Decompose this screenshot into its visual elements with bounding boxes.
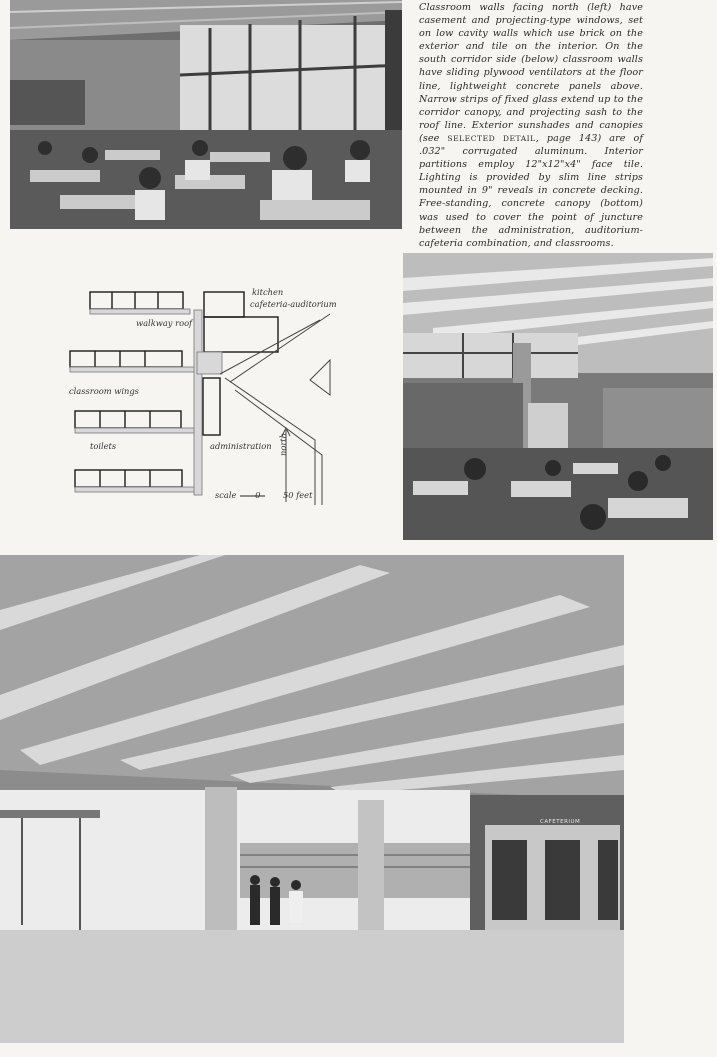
scale-word: scale — [215, 490, 237, 500]
label-cafeteria-auditorium: cafeteria-auditorium — [250, 299, 337, 309]
label-scale — [215, 490, 312, 500]
label-classroom-wings: classroom wings — [69, 386, 139, 396]
cafeterium-sign: CAFETERIUM — [540, 819, 581, 825]
canopy-photo — [0, 555, 624, 1043]
classroom-north-photo — [10, 0, 402, 229]
label-administration: administration — [210, 441, 272, 451]
scale-zero: 0 — [255, 490, 261, 500]
scale-fifty: 50 feet — [282, 490, 313, 500]
label-walkway-roof: walkway roof — [136, 318, 193, 328]
label-kitchen: kitchen — [252, 287, 284, 297]
label-north: north — [278, 433, 288, 456]
caption-text: Classroom walls facing north (left) have casement and projecting-type windows, set on low cavity walls which use brick on the exterior and tile on the interior. On the south corridor side (below) classroom walls have sliding plywood ventilators at the floor line, lightweight concrete panels above. Narrow strips of fixed glass extend up to the corridor canopy, and projecting sash to the roof line. Exterior sunshades and canopies (see SELECTED DETAIL, page 143) are of .032" corrugated aluminum. Interior partitions employ 12"x12"x4" face tile. Lighting is provided by slim line strips mounted in 9" reveals in concrete decking. Free-standing, concrete canopy (bottom) was used to cover the point of juncture between the administration, auditorium-cafeteria combination, and classrooms. — [419, 2, 644, 249]
label-toilets: toilets — [90, 441, 117, 451]
classroom-south-photo — [403, 253, 713, 540]
